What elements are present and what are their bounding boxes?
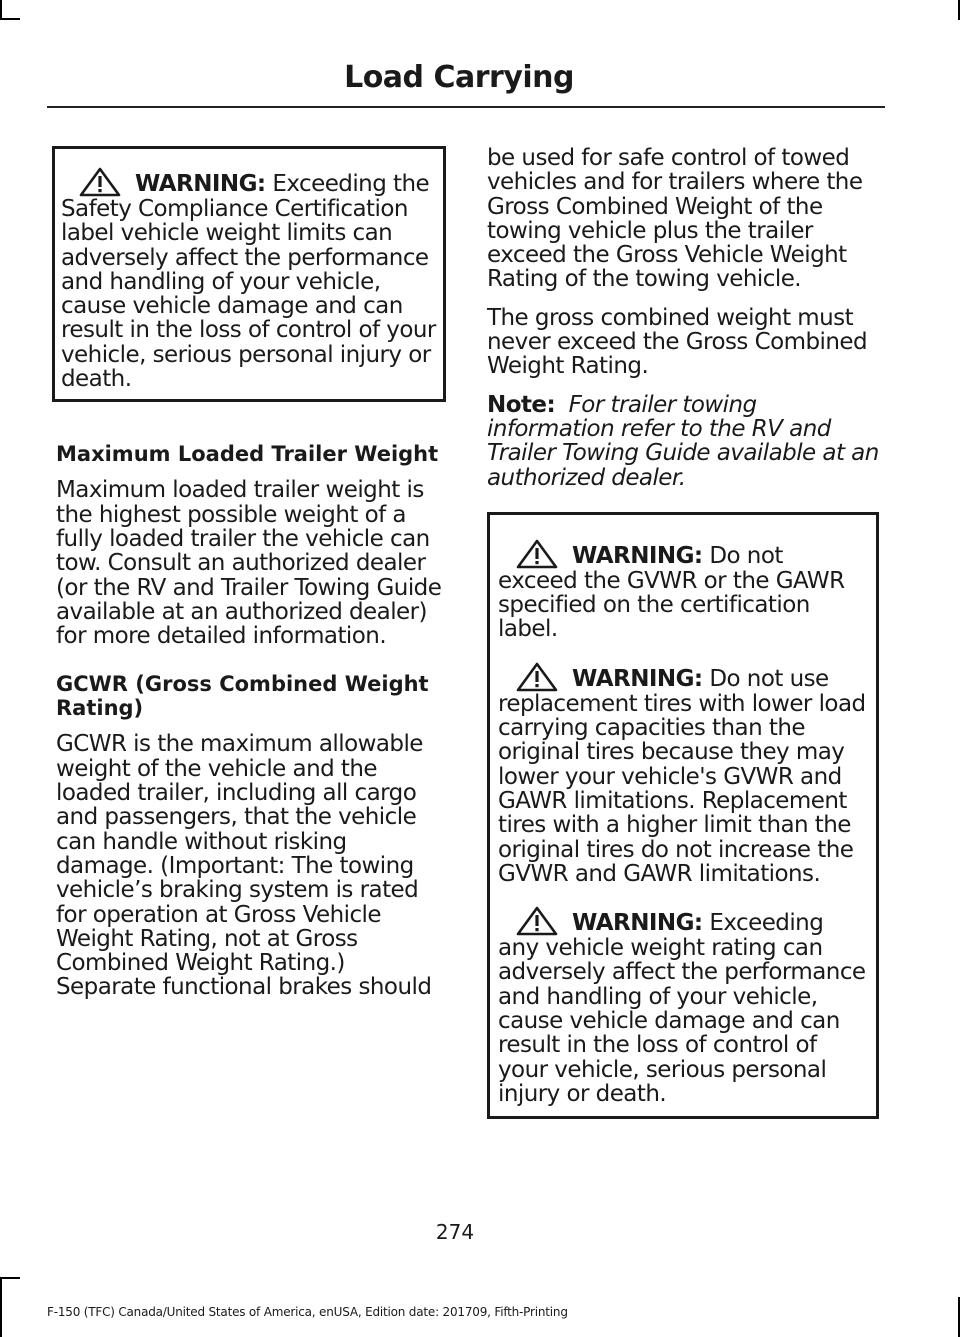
warning-triangle-icon <box>516 906 558 936</box>
warning-triangle-icon <box>516 539 558 569</box>
warning-label: WARNING: <box>135 171 266 197</box>
warnings-box <box>487 512 879 1119</box>
warning-label: WARNING: <box>572 542 703 569</box>
note-text: For trailer towing information refer to the RV and Trailer Towing Guide available at an authorized dealer. <box>487 391 879 491</box>
section-body-gcwr: GCWR is the maximum allowable weight of the vehicle and the loaded trailer, including all cargo and passengers, that the vehicle can handle without risking damage. (Important: The towing vehicle’s braking system is rated for operation at Gross Vehicle Weight Rating, not at Gross Combined Weight Rating.) Separate functional brakes should <box>56 731 432 1001</box>
warning-label: WARNING: <box>572 910 703 937</box>
warning-item <box>498 662 868 886</box>
header-divider <box>47 106 885 108</box>
warning-body: Do not use replacement tires with lower load carrying capacities than the original tires because they may lower your vehicle's GVWR and GAWR limitations. Replacement tires with a higher limit than the original tires do not increase the GVWR and GAWR limitations. <box>498 665 866 887</box>
gross-weight-paragraph: The gross combined weight must never exceed the Gross Combined Weight Rating. <box>487 304 868 380</box>
footer-edition-info: F-150 (TFC) Canada/United States of America, enUSA, Edition date: 201709, Fifth-Printing <box>47 1305 568 1319</box>
warning-item <box>498 906 868 1106</box>
left-column <box>56 146 446 1014</box>
page-number: 274 <box>435 1220 475 1244</box>
section-heading-gcwr: GCWR (Gross Combined Weight Rating) <box>56 672 429 721</box>
crop-mark-top-left <box>0 0 2 20</box>
warning-body: Exceeding any vehicle weight rating can adversely affect the performance and handling of your vehicle, cause vehicle damage and can result in the loss of control of your vehicle, serious personal injury or death. <box>498 910 866 1107</box>
note <box>487 393 879 490</box>
section-heading-max-trailer-weight: Maximum Loaded Trailer Weight <box>56 442 439 467</box>
warning-triangle-icon <box>79 167 121 197</box>
section-body-max-trailer-weight: Maximum loaded trailer weight is the highest possible weight of a fully loaded trailer the vehicle can tow. Consult an authorized dealer (or the RV and Trailer Towing Guide available at an authorized dealer) for more detailed information. <box>56 477 442 650</box>
crop-mark-top-left-h <box>0 18 20 20</box>
towing-paragraph: be used for safe control of towed vehicles and for trailers where the Gross Combined Weight of the towing vehicle plus the trailer exceed the Gross Vehicle Weight Rating of the towing vehicle. <box>487 145 863 293</box>
warning-body: Exceeding the Safety Compliance Certification label vehicle weight limits can adversely affect the performance and handling of your vehicle, cause vehicle damage and can result in the loss of control of your vehicle, serious personal injury or death. <box>61 171 436 393</box>
warning-box <box>52 146 446 402</box>
warning-triangle-icon <box>516 662 558 692</box>
warning-text <box>61 167 437 391</box>
warning-label: WARNING: <box>572 665 703 692</box>
warning-item <box>498 539 868 642</box>
warning-body: Do not exceed the GVWR or the GAWR specified on the certification label. <box>498 542 845 643</box>
page-title: Load Carrying <box>344 60 574 95</box>
crop-mark-bottom-left-h <box>0 1277 20 1279</box>
right-column <box>487 146 879 1119</box>
crop-mark-bottom-left <box>0 1277 2 1337</box>
note-label: Note: <box>487 391 556 418</box>
